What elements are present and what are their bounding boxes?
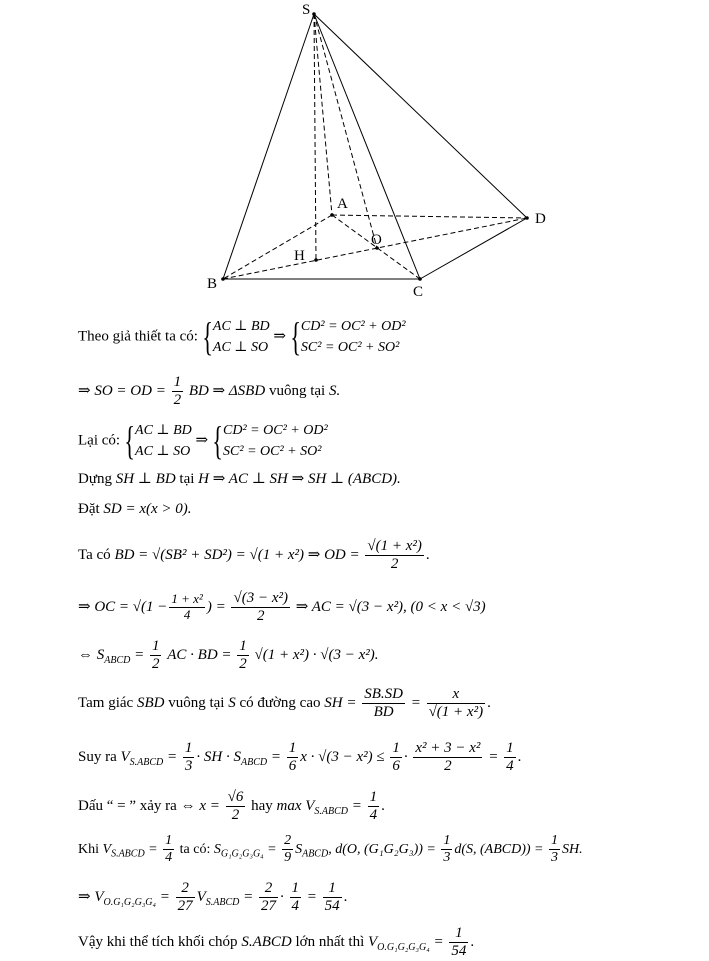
line-given: Theo giả thiết ta có: { AC ⊥ BD AC ⊥ SO ⇒ { CD² = OC² + OD² SC² = OC² + SO² xyxy=(78,314,406,359)
label-H: H xyxy=(294,248,305,264)
label-D: D xyxy=(535,211,546,227)
system-3: AC ⊥ BD AC ⊥ SO xyxy=(135,423,192,459)
line-so-od: ⇒ SO = OD = $\frac{1}{2}$ BD ⇒ ΔSBD vuông tại S. xyxy=(78,374,341,409)
system-2: CD² = OC² + OD² SC² = OC² + SO² xyxy=(300,319,406,355)
line-s-abcd: ⇔ $S_{ABCD}$ = $\frac{1}{2}$ AC · BD = $\frac{1}{2}$ √(1 + x²) · √(3 − x²). xyxy=(78,638,379,673)
line-sh: Tam giác SBD vuông tại S có đường cao SH = $\frac{SB.SD}{BD}$ = $\frac{x}{\text{√(1 + x²)}}$ . xyxy=(78,686,491,721)
pyramid-figure xyxy=(0,0,709,300)
line-khi: Khi $V_{S.ABCD}$ = $\frac{1}{4}$ ta có: $S_{G_1G_2G_3G_4}$ = $\frac{2}{9}$ $S_{ABCD}$, d(O, (G₁G₂G₃)) = $\frac{1}{3}$ d(S, (ABCD)) = $\frac{1}{3}$ SH. xyxy=(78,833,583,866)
line-oc: ⇒ OC = √(1 − $\frac{\text{1 + x²}}{4}$ ) = $\frac{\text{√(3 − x²)}}{2}$ ⇒ AC = √(3 − x²), (0 < x < √3) xyxy=(78,590,486,625)
system-1: AC ⊥ BD AC ⊥ SO xyxy=(212,319,270,355)
system-4: CD² = OC² + OD² SC² = OC² + SO² xyxy=(223,423,328,459)
line-v-o: ⇒ $V_{O.G_1G_2G_3G_4}$ = $\frac{2}{27}$ $V_{S.ABCD}$ = $\frac{2}{27}$ · $\frac{1}{4}$ = $\frac{1}{54}$ . xyxy=(78,880,348,915)
label-A: A xyxy=(337,196,348,212)
line-volume: Suy ra $V_{S.ABCD}$ = $\frac{1}{3}$ · SH · $S_{ABCD}$ = $\frac{1}{6}$ x · √(3 − x²) ≤ $\frac{1}{6}$ · $\frac{\text{x² + 3 − x²}}{2}$ = $\frac{1}{4}$ . xyxy=(78,740,522,775)
line-dung: Dựng SH ⊥ BD tại H ⇒ AC ⊥ SH ⇒ SH ⊥ (ABCD). xyxy=(78,471,401,487)
edge-SC xyxy=(314,14,420,279)
label-C: C xyxy=(413,284,424,300)
label-O: O xyxy=(371,232,382,248)
line-bd: Ta có BD = √(SB² + SD²) = √(1 + x²) ⇒ OD = $\frac{\text{√(1 + x²)}}{2}$ . xyxy=(78,538,430,573)
line-dat: Đặt SD = x(x > 0). xyxy=(78,501,192,517)
edge-AD xyxy=(332,215,527,218)
edge-SB xyxy=(223,14,314,279)
line-conclusion: Vậy khi thể tích khối chóp S.ABCD lớn nhất thì $V_{O.G_1G_2G_3G_4}$ = $\frac{1}{54}$ . xyxy=(78,925,475,960)
edge-SA xyxy=(314,14,332,215)
label-S: S xyxy=(302,2,311,18)
line-equality: Dấu “ = ” xảy ra ⇔ x = $\frac{√6}{2}$ hay $\max V_{S.ABCD}$ = $\frac{1}{4}$ . xyxy=(78,789,385,824)
edge-SO xyxy=(314,14,377,248)
edge-CD xyxy=(420,218,527,279)
edge-SH xyxy=(314,14,316,260)
edge-BD xyxy=(223,218,527,279)
line-lai-co: Lại có: { AC ⊥ BD AC ⊥ SO ⇒ { CD² = OC² + OD² SC² = OC² + SO² xyxy=(78,418,328,463)
edge-SD xyxy=(314,14,527,218)
label-B: B xyxy=(207,276,218,292)
